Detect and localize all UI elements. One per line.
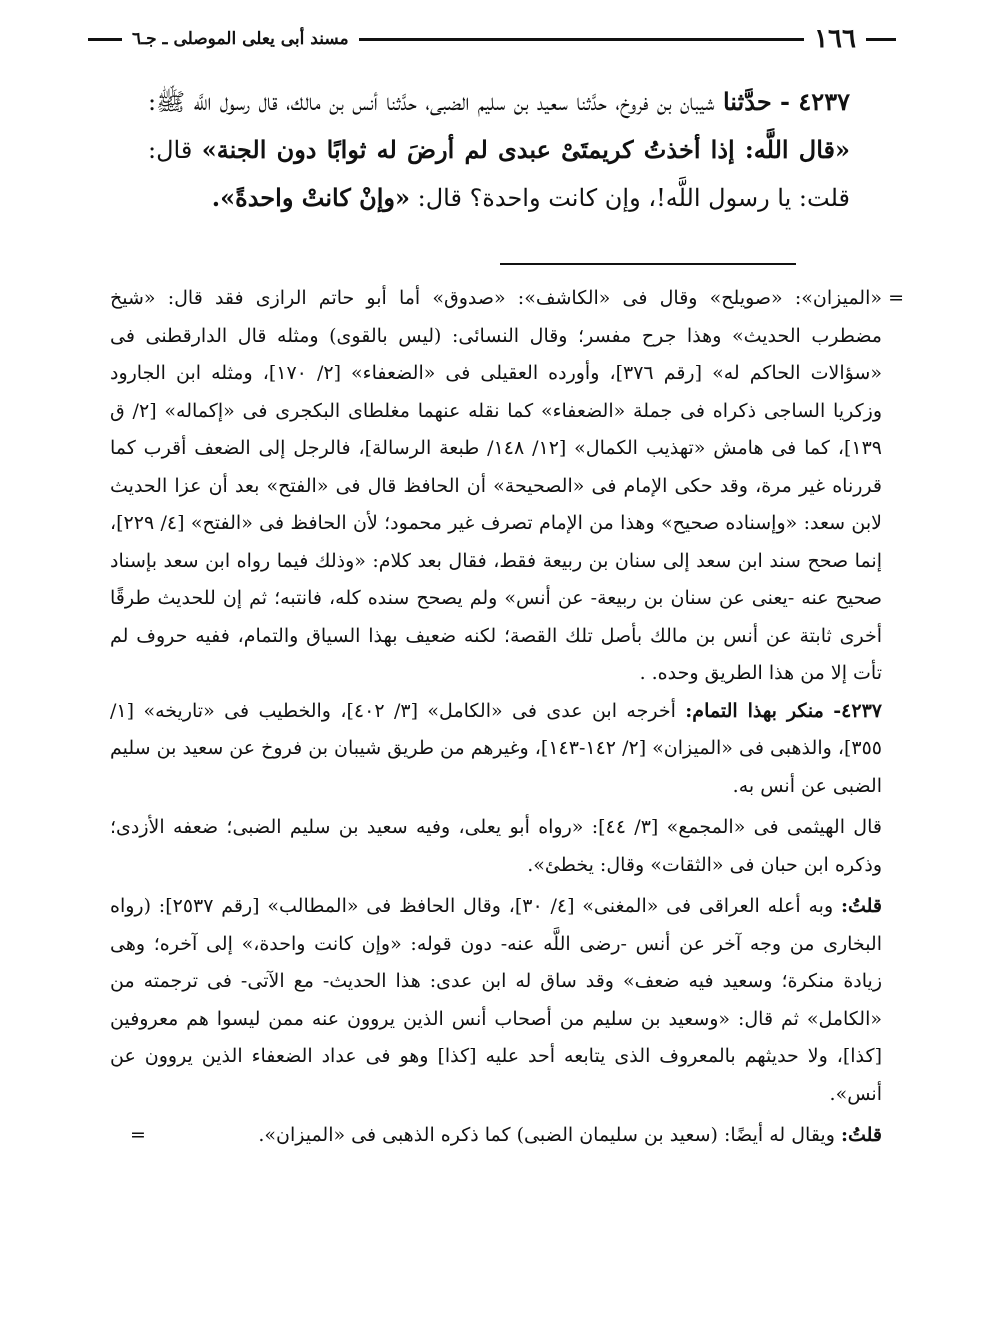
footnote-grade: منكر بهذا التمام: [685, 699, 824, 722]
qultu-label: قلتُ: [840, 895, 882, 917]
hadith-text [148, 78, 850, 222]
footnote-qultu-1 [110, 888, 882, 1113]
footnote-4237 [110, 693, 882, 806]
running-header [88, 22, 896, 56]
book-title: مسند أبى يعلى الموصلى ـ جـ٦ [132, 29, 349, 49]
header-leading-rule [866, 38, 896, 41]
qultu-text: ويقال له أيضًا: (سعيد بن سليمان الضبى) كما ذكره الذهبى فى «الميزان». [258, 1124, 835, 1146]
footnote-separator [500, 263, 796, 265]
header-trailing-rule [88, 38, 122, 41]
hadith-number: ٤٢٣٧ [798, 87, 850, 116]
footnote-qultu-2 [110, 1117, 882, 1155]
header-rule [359, 38, 804, 41]
hadith-lead: حدَّثنا [722, 87, 772, 116]
qultu-label: قلتُ: [840, 1124, 882, 1146]
hadith-number-dash: - [780, 87, 791, 116]
footnote-continued [110, 280, 904, 693]
page-number: ١٦٦ [814, 24, 856, 54]
continues-marker: = [130, 1124, 146, 1146]
hadith-isnad: شيبان بن فروخ، حدَّثنا سعيد بن سليم الضبى، حدَّثنا أنس بن مالك، قال رسول اللَّه ﷺ: [148, 88, 715, 116]
footnotes [110, 280, 904, 1155]
hadith-matn-end: «وإنْ كانتْ واحدةً». [211, 183, 410, 212]
footnote-number: ٤٢٣٧- [833, 699, 882, 722]
hadith-continuation: قال: قلت: يا رسول اللَّه!، وإن كانت واحدة؟ قال: [148, 136, 850, 212]
footnote-text: أخرجه ابن عدى فى «الكامل» [٣/ ٤٠٢]، والخطيب فى «تاريخه» [١/ ٣٥٥]، والذهبى فى «الميزان» [٢/ ١٤٢-١٤٣]، وغيرهم من طريق شيبان بن فروخ عن سعيد بن سليم الضبى عن أنس به. [110, 699, 882, 797]
footnote-haythami: قال الهيثمى فى «المجمع» [٣/ ٤٤]: «رواه أبو يعلى، وفيه سعيد بن سليم الضبى؛ ضعفه الأزدى؛ وذكره ابن حبان فى «الثقات» وقال: يخطئ». [110, 816, 882, 876]
hadith-matn: «قال اللَّه: إذا أخذتُ كريمتَىْ عبدى لم أرضَ له ثوابًا دون الجنة» [201, 135, 850, 164]
continued-marker: = [888, 287, 904, 309]
qultu-text: وبه أعله العراقى فى «المغنى» [٤/ ٣٠]، وقال الحافظ فى «المطالب» [رقم ٢٥٣٧]: (رواه البخارى من وجه آخر عن أنس -رضى اللَّه عنه- دون قوله: «وإن كانت واحدة،» إلى آخره؛ وهى زيادة منكرة؛ وسعيد فيه ضعف» وقد ساق له ابن عدى: هذا الحديث- مع الآتى- فى ترجمته من «الكامل» ثم قال: «وسعيد بن سليم من أصحاب أنس الذين يروون عنه ممن ليسوا هم معروفين [كذا]، ولا حديثهم بالمعروف الذى يتابعه أحد عليه [كذا] وهو فى عداد الضعفاء الذين يروون عن أنس». [110, 895, 882, 1105]
continued-text: «الميزان»: «صويلح» وقال فى «الكاشف»: «صدوق» أما أبو حاتم الرازى فقد قال: «شيخ مضطرب الحديث» وهذا جرح مفسر؛ وقال النسائى: (ليس بالقوى) ومثله قال الدارقطنى فى «سؤالات الحاكم له» [رقم ٣٧٦]، وأورده العقيلى فى «الضعفاء» [٢/ ١٧٠]، ومثله ابن الجارود وزكريا الساجى ذكراه فى جملة «الضعفاء» كما نقله عنهما مغلطاى البكجرى فى «إكماله» [٢/ ق ١٣٩]، كما فى هامش «تهذيب الكمال» [١٢/ ١٤٨/ طبعة الرسالة]، فالرجل إلى الضعف أقرب كما قررناه غير مرة، وقد حكى الإمام فى «الصحيحة» أن الحافظ قال فى «الفتح» بعد أن عزا الحديث لابن سعد: «وإسناده صحيح» وهذا من الإمام تصرف غير محمود؛ لأن الحافظ فى «الفتح» [٤/ ٢٢٩]، إنما صحح سند ابن سعد إلى سنان بن ربيعة فقط، فقال بعد كلام: «وذلك فيما رواه ابن سعد بإسناد صحيح عنه -يعنى عن سنان بن ربيعة- عن أنس» ولم يصحح سنده كله، فانتبه؛ ثم إن للحديث طرقًا أخرى ثابتة عن أنس بن مالك بأصل تلك القصة؛ لكنه ضعيف بهذا السياق والتمام، ففيه حروف لم تأت إلا من هذا الطريق وحده. . [110, 287, 883, 684]
